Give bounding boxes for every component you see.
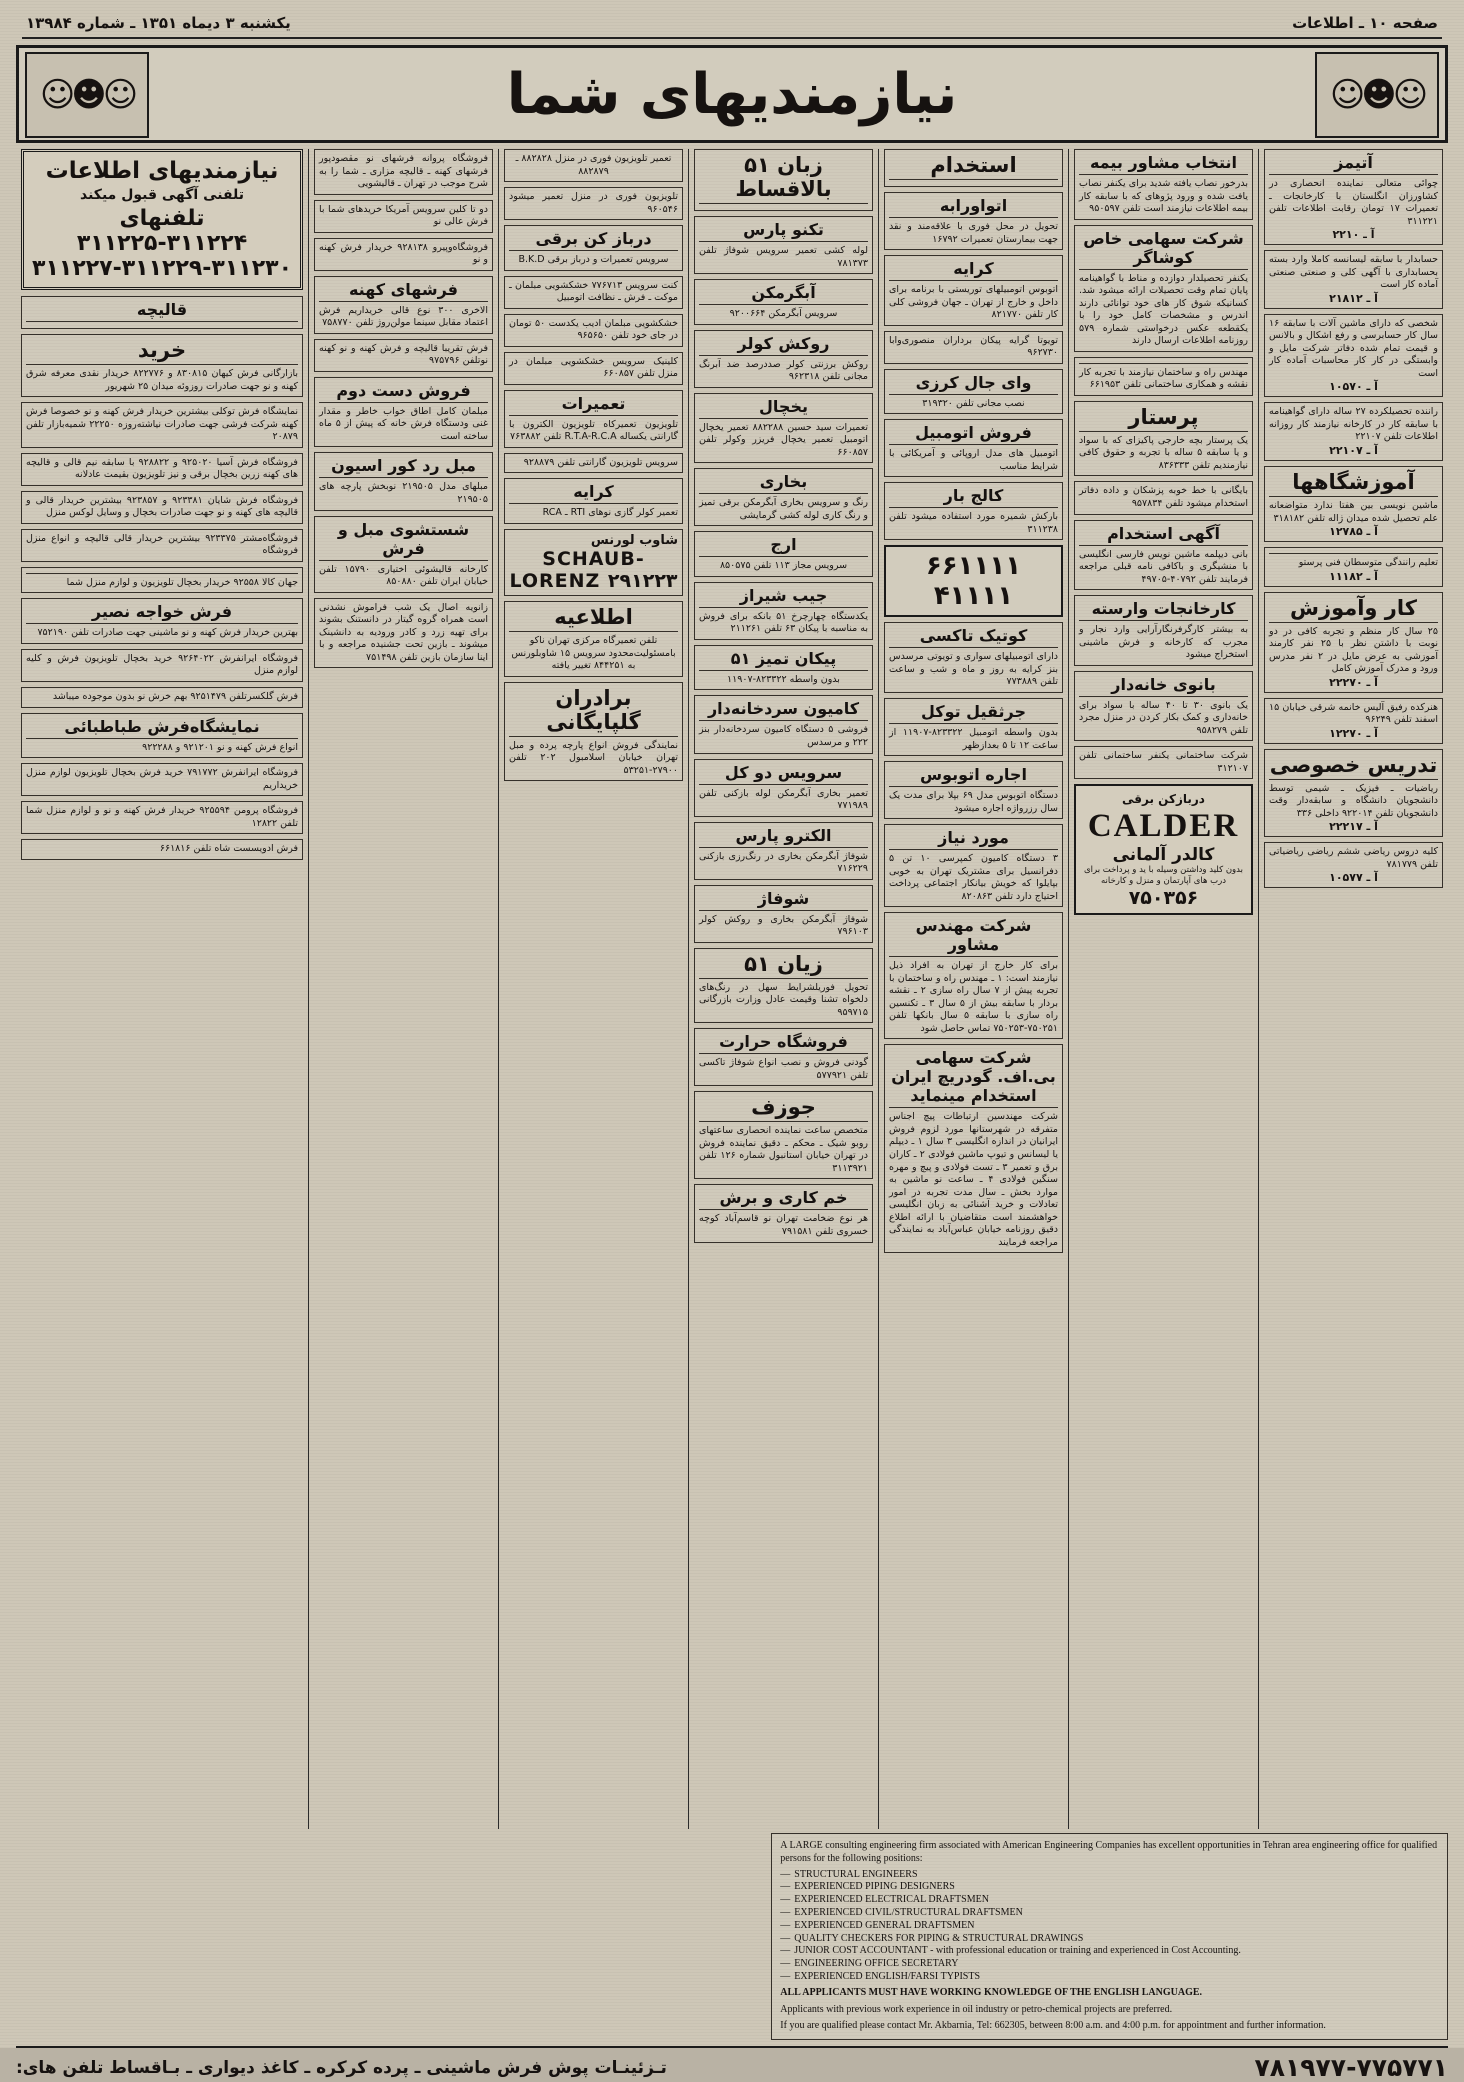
col4-block-12-body: شوفاژ آبگرمکن بخاری و روکش کولر ۷۹۶۱۰۳: [699, 913, 868, 938]
col4-block-11-body: شوفاژ آبگرمکن بخاری در رنگ‌رزی بازکنی ۷۱۶۲۲۹: [699, 850, 868, 875]
col4-block-14-body: تحویل فوریلشرایط سهل در رنگ‌های دلخواه تشنا وقیمت عادل وزارت بازرگانی ۹۵۹۷۱۵: [699, 981, 868, 1018]
col7-block-6-body: جهان کالا ۹۲۵۵۸ خریدار بخچال تلویزیون و لوازم منزل شما: [66, 576, 298, 588]
col7-block-7-body: بهترین خریدار فرش کهنه و نو ماشینی جهت صادرات تلفن ۷۵۲۱۹۰: [37, 627, 298, 639]
col6-block-1-body: دو تا کلین سرویس آمریکا خریدهای شما با فرش عالی نو: [319, 203, 488, 228]
col7-block-7-head: فرش خواجه نصیر: [26, 602, 298, 624]
col4-block-16-head: جوزف: [699, 1095, 868, 1122]
col7-block-12-body: فروشگاه پرومن ۹۲۵۵۹۴ خریدار فرش کهنه و نو و لوازم منزل شما تلفن ۱۲۸۲۲: [26, 805, 298, 829]
col7-block-11-body: فروشگاه ایرانفرش ۷۹۱۷۷۲ خرید فرش بخچال تلویزیون لوازم منزل خریداریم: [26, 767, 298, 791]
col7-block-1-body: بازارگانی فرش کیهان ۸۳۰۸۱۵ و ۸۲۲۷۷۶ خریدار نقدی معرفه شرق کهنه و نو جهت صادرات روزوئه میدان ۲۵ شهریور: [26, 368, 298, 392]
col1-block-9-body: کلیه دروس ریاضی ششم ریاضی ریاضیاتی تلفن ۷۸۱۷۷۹: [1269, 846, 1438, 870]
col4-block-0-head: زبان ۵۱ بالاقساط: [699, 153, 868, 204]
col6-block-7-body: کارخانه قالیشوئی اختیاری ۱۵۷۹۰ تلفن خیابان ایران تلفن ۸۵۰۸۸۰: [319, 563, 488, 588]
col1-block-1-body: حسابدار با سابقه لیسانسه کاملا وارد بسته بحسابداری با آگهی کلی و صنعتی صنعتی آماده کار است: [1269, 254, 1438, 291]
col7-block-2-body: نمایشگاه فرش توکلی بیشترین خریدار فرش کهنه و نو خصوصا فرش کهنه شرکت فرشی جهت صادرات نیاشته‌روزه ۲۲۲۵۰ شمیه‌بازار تلفن ۲۰۸۷۹: [26, 406, 299, 443]
col1-block-6-body: ۲۵ سال کار منظم و تجربه کافی در دو نوبت با داشتن نظر با ۲۵ نفر کارمند آموزشی به عرض مایل در ۲ نفر مدرس ورود و مدرک آموزش کامل: [1269, 625, 1438, 675]
eng-position-7: — ENGINEERING OFFICE SECRETARY: [794, 1958, 1439, 1971]
col1-block-6-phone: آ ـ ۲۲۲۷۰: [1329, 675, 1378, 689]
col7-block-4-body: فروشگاه فرش شایان ۹۲۳۳۸۱ و ۹۲۳۸۵۷ بیشترین خریدار قالی و قالیچه های کهنه و نو جهت صادرات بخچال و وسایل لوکس منزل: [26, 494, 298, 519]
col4-block-4-body: تعمیرات سید حسین ۸۸۲۲۸۸ تعمیر یخچال اتومبیل تعمیر یخچال فریزر وکولر تلفن ۶۶۰۸۵۷: [699, 421, 869, 458]
page-header-left: صفحه ۱۰ ـ اطلاعات: [1292, 14, 1438, 32]
col5-block-3-body: کنت سرویس ۷۷۶۷۱۳ خشکشویی مبلمان ـ موکت ـ فرش ـ نظافت اتومبیل: [509, 279, 678, 304]
col5-block-2-head: درباز کن برقی: [509, 229, 678, 251]
col4-block-1-body: لوله کشی تعمیر سرویس شوفاژ تلفن ۷۸۱۳۷۳: [699, 245, 868, 269]
col7-block-1-head: خرید: [26, 338, 298, 365]
col4-block-8-head: پیکان تمیز ۵۱: [699, 649, 868, 671]
col5-block-11-body: نمایندگی فروش انواع پارچه پرده و مبل تهران خیابان اسلامبول ۲۰۲ تلفن ۲۷۹۰۰-۵۳۲۵۱: [509, 739, 678, 776]
col7-block-10-body: انواع فرش کهنه و نو ۹۲۱۲۰۱ و ۹۲۲۲۸۸: [142, 741, 298, 753]
col2-block-1-body: یکنفر تحصیلدار دوازده و مناط با گواهینامه پایان تمام وقت تحصیلات ارائه میشود شد. کسانیکه شوق کار های خود توانائی دارند اندرس و مشخصات کامل خود را با یکقطعه عکس درخواستی شماره ۵۷۹ روزنامه اطلاعات ارسال دارند: [1079, 272, 1248, 347]
col4-block-16-body: متخصص ساعت نماینده انحصاری ساعتهای روبو شیک ـ محکم ـ دقیق نماینده فروش در تهران خیابان استانبول شماره ۱۲۶ تلفن ۳۱۱۳۹۲۱: [699, 1125, 868, 1174]
col3-block-9-body: بدون واسطه اتومبیل ۸۲۳۳۲۲-۱۱۹۰۷ از ساعت ۱۲ تا ۵ بعدازظهر: [889, 726, 1058, 751]
col2-block-3-head: پرستار: [1079, 405, 1248, 432]
col4-block-14-head: زیان ۵۱: [699, 952, 868, 979]
banner-line2: تلفنی آگهی قبول میکند: [80, 187, 245, 203]
calder-desc: بدون کلید وداشتن وسیله با ید و پرداخت برای درب های آپارتمان و منزل و کارخانه: [1083, 865, 1243, 887]
eng-position-6: — JUNIOR COST ACCOUNTANT - with professional education or training and experienced in Cost Accounting.: [794, 1945, 1439, 1958]
col1-block-2-phone: آ ـ ۱۰۵۷۰: [1329, 380, 1378, 394]
col4-block-1-head: تکنو پارس: [699, 220, 868, 242]
col3-block-5-head: فروش اتومبیل: [889, 423, 1058, 445]
col1-block-0-head: آتیمز: [1269, 153, 1438, 175]
col6-block-3-head: فرشهای کهنه: [319, 280, 488, 302]
col3-block-9-head: جرثقیل توکل: [889, 702, 1058, 724]
col2-block-6-body: به بیشتر کارگرفرنگارآرایی وارد نجار و مجرب که کارخانه و فرش ماشینی استخراج میشود: [1079, 624, 1248, 661]
bf-goodrich-body: شرکت مهندسین ارتباطات پیچ اجناس متفرقه در شهرستانها مورد لزوم فروش ایرانیان در اندازه انگلیسی ۳ سال ۱ ـ دیپلم یا لیسانس و تیوپ ماشین فولادی ۲ ـ کاران برق و تعمیر ۳ ـ تست فولادی و پیچ و مهره سنگین فولادی ۴ ـ ساعت نو ماشین به موارد بخش ـ سال مدت تجربه در امور تعادلات و خرید آشنائی به زبان انگلیسی خواهشمند است متقاضیان با ارائه اطلاع دقیق روزنامه خیابان عباس‌آباد به نمایندگی مراجعه فرمایند: [889, 1111, 1059, 1248]
col6-block-0-body: فروشگاه پروانه فرشهای نو مقصودپور فرشهای کهنه ـ قالیچه مزاری ـ شما را به شرح موجب در تهران ـ قالیشویی: [319, 153, 488, 190]
col5-block-9-head: شاوب لورنس: [590, 532, 678, 548]
bottom-strip-ad: [16, 2046, 1448, 2082]
col1-block-6-head: کار وآموزش: [1269, 596, 1438, 623]
bottom-phones: ۷۸۱۹۷۷-۷۷۵۷۷۱: [1254, 2053, 1448, 2082]
col5-block-5-body: کلینیک سرویس خشکشویی مبلمان در منزل تلفن ۶۶۰۸۵۷: [509, 355, 678, 380]
col4-block-5-head: بخاری: [699, 472, 868, 494]
col2-block-7-body: یک بانوی ۳۰ تا ۴۰ ساله با سواد برای خانه‌داری و کمک بکار کردن در منزل مجرد تلفن ۹۵۸۲۷۹: [1079, 699, 1249, 736]
col3-block-8-head: کوتیک تاکسی: [889, 626, 1058, 648]
header-divider: [22, 36, 1442, 39]
col2-block-0-head: انتخاب مشاور بیمه: [1079, 153, 1248, 175]
col3-block-7-head: ۶۶۱۱۱۱: [925, 551, 1022, 582]
calder-ad: [1074, 784, 1253, 915]
col4-block-5-body: رنگ و سرویس بخاری آبگرمکن برقی تمیز و رنگ کاری لوله کشی گرمایشی: [699, 497, 868, 521]
masthead-title: نیازمندیهای شما: [506, 61, 958, 127]
col2-block-0-body: بدرخور نصاب یافته شدید برای یکنفر نصاب یافت شده و ورود پژوهای که با سابقه کار بیمه اطلاعات نیازمند است تلفن ۹۵۰۵۹۷: [1079, 178, 1248, 215]
classified-columns: [16, 149, 1448, 1829]
col1-block-0-phone: آ ـ ۲۲۱۰: [1332, 228, 1375, 242]
col1-block-8-head: تدریس خصوصی: [1269, 753, 1438, 780]
col6-block-5-head: فروش دست دوم: [319, 381, 488, 403]
bottom-text: تـزئینـات پوش فرش ماشینی ـ پرده کرکره ـ کاغذ دیواری ـ بـاقساط تلفن های:: [16, 2057, 667, 2078]
col3-block-6-head: کالج بار: [889, 486, 1058, 508]
eng-position-1: — EXPERIENCED PIPING DESIGNERS: [794, 1881, 1439, 1894]
col6-block-4-body: فرش تقریبا قالیچه و فرش کهنه و نو کهنه نوتلفن ۹۷۵۷۹۶: [319, 342, 488, 367]
col1-block-8-phone: آ ـ ۲۲۲۱۷: [1329, 820, 1378, 834]
col3-block-0-head: استخدام: [889, 153, 1058, 180]
col5-block-8-head: کرایه: [509, 482, 678, 504]
column-7: [16, 149, 308, 1829]
eng-intro: A LARGE consulting engineering firm associated with American Engineering Companies has excellent opportunities in Tehran area engineering office for qualified persons for the following positions:: [780, 1840, 1438, 1864]
col3-block-7-body: ۴۱۱۱۱: [933, 581, 1014, 612]
col7-block-5-body: فروشگاه‌مشتر ۹۲۳۳۷۵ بیشترین خریدار قالی قالیچه و انواع منزل فروشگاه: [26, 532, 299, 557]
banner-line3: تلفنهای ۳۱۱۲۲۴-۳۱۱۲۲۵: [76, 206, 248, 256]
col3-block-1-head: اتواورابه: [889, 196, 1058, 218]
eng-position-8: — EXPERIENCED ENGLISH/FARSI TYPISTS: [794, 1971, 1439, 1984]
col1-block-5-body: تعلیم رانندگی متوسطان فنی پرستو: [1298, 557, 1438, 569]
shrkat-moshaver-head: شرکت مهندس مشاور: [889, 916, 1058, 957]
english-recruitment-ad: [771, 1833, 1448, 2040]
col4-block-9-head: کامیون سردخانه‌دار: [699, 699, 868, 721]
col1-block-5-head: [1269, 551, 1438, 554]
col2-block-3-body: یک پرستار بچه خارجی پاکیزای که با سواد و یا سابقه ۵ ساله با تجربه و حقوق کافی نیازمندیم تلفن ۸۳۶۳۳۳: [1079, 434, 1248, 471]
col4-block-8-body: بدون واسطه ۸۲۳۳۲۲-۱۱۹۰۷: [727, 673, 840, 685]
col3-block-2-body: اتوبوس اتومبیلهای توریستی با برنامه برای داخل و خارج از تهران ـ جهان فروشی کلی کار تلفن ۸۲۱۷۷۰: [889, 284, 1058, 321]
page-header: [16, 14, 1448, 36]
masthead-art-left: ☺☻☺: [25, 52, 149, 138]
col3-block-8-body: دارای اتومبیلهای سواری و تویوتی مرسدس بنز کرایه به روز و ماه و شب و ساعت تلفن ۷۷۳۸۸۹: [889, 651, 1058, 688]
col1-block-4-phone: آ ـ ۱۲۷۸۵: [1329, 525, 1378, 539]
col3-block-3-body: تویوتا گرایه پیکان برداران منصوری‌وابا ۹۶۲۷۳۰: [889, 334, 1058, 359]
col6-block-8-body: زانویه اصال یک شب فراموش نشدنی است همراه گروه گیتار در دانستنک بشوند برای تهیه زرد و کادر ورودیه به دانشینک میشوند ـ بازین تحت جشنیده مراجعه و با اینا سازمان بازین تلفن ۷۵۱۴۹۸: [319, 601, 488, 663]
col1-block-7-phone: آ ـ ۱۲۲۷۰: [1329, 726, 1378, 740]
col5-block-6-body: تلویزیون تعمیرکاه تلویزیون الکترون با گارانتی یکساله R.T.A-R.C.A تلفن ۷۶۳۸۸۲: [509, 418, 678, 443]
column-3: [878, 149, 1068, 1829]
col6-block-6-head: مبل رد کور اسیون: [319, 456, 488, 478]
col2-block-1-head: شرکت سهامی خاص کوشاگر: [1079, 229, 1248, 270]
col7-block-13-body: فرش ادویسست شاه تلفن ۶۶۱۸۱۶: [159, 843, 298, 855]
col2-block-8-body: شرکت ساختمانی یکنفر ساختمانی تلفن ۳۱۲۱۰۷: [1079, 750, 1248, 774]
calder-phone: ۷۵۰۳۵۶: [1128, 887, 1199, 910]
col1-block-1-phone: آ ـ ۲۱۸۱۲: [1329, 291, 1378, 305]
col1-block-0-body: چوائی متعالی نماینده انحصاری در کشاورزان انگلستان با کارخانجات ـ تعمیرات ۱۷ تومان رقابت اطلاعات تلفن ۳۱۱۲۲۱: [1269, 178, 1438, 227]
col4-block-11-head: الکترو پارس: [699, 826, 868, 848]
col1-block-5-phone: آ ـ ۱۱۱۸۲: [1329, 569, 1378, 583]
col5-block-2-body: سرویس تعمیرات و درباز برقی B.K.D: [518, 254, 669, 266]
col7-block-0-head: قالیچه: [26, 300, 298, 322]
col2-block-6-head: کارخانجات وارسته: [1079, 599, 1248, 621]
col6-block-7-head: شستشوی مبل و فرش: [319, 520, 488, 561]
col1-block-7-body: هنرکده رفیق آلیس خانمه شرقی خیابان ۱۵ اسفند تلفن ۹۶۲۴۹: [1269, 701, 1438, 726]
col5-block-8-body: تعمیر کولر گازی نوهای RTI ـ RCA: [542, 507, 678, 519]
col5-block-7-body: سرویس تلویزیون گارانتی تلفن ۹۲۸۸۷۹: [523, 456, 678, 468]
calder-fa: کالدر آلمانی: [1112, 845, 1215, 866]
shrkat-moshaver-body: برای کار خارج از تهران به افراد ذیل نیازمند است: ۱ ـ مهندس راه و ساختمان با تجربه پیش از ۷ سال راه سازی ۲ ـ نقشه بردار با سابقه بیش از ۵ سال ۳ ـ تکنسین راه سازی با سابقه ۵ سال بانکها تلفن ۷۵۰۲۵۱-۷۵۰۲۵۳ تماس حاصل شود: [889, 960, 1059, 1034]
page-header-right: یکشنبه ۳ دیماه ۱۳۵۱ ـ شماره ۱۳۹۸۴: [26, 14, 291, 32]
col5-block-10-head: اطلاعیه: [509, 605, 678, 632]
ettelaat-phone-banner: [21, 149, 303, 290]
banner-line1: نیازمندیهای اطلاعات: [45, 158, 279, 184]
col2-block-2-body: مهندس راه و ساختمان نیازمند با تجربه کار نقشه و همکاری ساختمانی تلفن ۶۶۱۹۵۳: [1079, 366, 1248, 391]
col4-block-2-head: آبگرمکن: [699, 283, 868, 305]
col6-block-3-body: الاخری ۳۰۰ نوع قالی خریداریم فرش اعتماد مقابل سینما مولن‌روژ تلفن ۷۵۸۷۷۰: [319, 304, 488, 329]
eng-preference: Applicants with previous work experience in oil industry or petro-chemical projects are preferred.: [780, 2003, 1173, 2015]
col6-block-6-body: مبلهای مدل ۲۱۹۵۰۵ نوبخش پارچه های ۲۱۹۵۰۵: [319, 481, 488, 505]
col5-block-9-body: SCHAUB-LORENZ ۲۹۱۲۲۳: [509, 547, 678, 592]
col7-block-8-body: فروشگاه ایرانفرش ۹۲۶۴۰۲۲ خرید بخچال تلویزیون فرش و کلیه لوازم منزل: [26, 652, 298, 677]
col4-block-17-body: هر نوع ضخامت تهران نو قاسم‌آباد کوچه خسروی تلفن ۷۹۱۵۸۱: [699, 1213, 868, 1237]
col1-block-2-body: شخصی که دارای ماشین آلات با سابقه ۱۶ سال کار حسابرسی و رفع اشکال و بالانس و قیمت تمام شده دفاتر شرکت مایل و وابستگی در کار کار محاسبات آماده کار است: [1269, 317, 1438, 379]
column-2: [1068, 149, 1258, 1829]
col4-block-10-body: تعمیر بخاری آبگرمکن لوله بازکنی تلفن ۷۷۱۹۸۹: [699, 787, 868, 812]
bf-goodrich-head: شرکت سهامی بی.اف. گودریچ ایران استخدام مینماید: [889, 1048, 1058, 1108]
eng-position-3: — EXPERIENCED CIVIL/STRUCTURAL DRAFTSMEN: [794, 1907, 1439, 1920]
col2-block-4-body: بایگانی با خط خوبه پزشکان و داده دفاتر استخدام میشود تلفن ۹۵۷۸۳۴: [1079, 485, 1248, 509]
col5-block-1-body: تلویزیون فوری در منزل تعمیر میشود ۹۶۰۵۴۶: [509, 191, 678, 215]
column-4: [688, 149, 878, 1829]
eng-position-5: — QUALITY CHECKERS FOR PIPING & STRUCTURAL DRAWINGS: [794, 1933, 1439, 1946]
col4-block-7-body: یکدستگاه چهارچرخ ۵۱ بانکه برای فروش به مناسبه با پیکان ۶۳ تلفن ۲۱۱۲۶۱: [699, 610, 869, 635]
eng-requirement: ALL APPLICANTS MUST HAVE WORKING KNOWLEDGE OF THE ENGLISH LANGUAGE.: [780, 1986, 1203, 1998]
col1-block-9-phone: آ ـ ۱۰۵۷۷: [1329, 871, 1378, 885]
col4-block-15-head: فروشگاه حرارت: [699, 1032, 868, 1054]
eng-positions-list: [780, 1869, 1439, 1984]
col5-block-0-head: تعمیر تلویزیون فوری در منزل ۸۸۲۸۲۸ ـ ۸۸۲۸۷۹: [515, 153, 672, 177]
eng-position-0: — STRUCTURAL ENGINEERS: [794, 1869, 1439, 1882]
col5-block-4-body: خشکشویی مبلمان ادیب یکدست ۵۰ تومان در جای خود تلفن ۹۶۵۶۵۰: [509, 317, 679, 342]
col3-block-2-head: کرایه: [889, 259, 1058, 281]
col1-block-3-phone: آ ـ ۲۲۱۰۷: [1329, 443, 1378, 457]
col1-block-4-body: ماشین نویسی بین هفتا ندارد متواضعانه علم تحصیل شده میدان ژاله تلفن ۳۱۸۱۸۲: [1269, 499, 1438, 524]
col3-block-10-body: دستگاه اتوبوس مدل ۶۹ بپلا برای مدت یک سال رزرواژه اجاره میشود: [889, 790, 1058, 814]
calder-name: CALDER: [1087, 808, 1240, 845]
col3-block-10-head: اجاره اتوبوس: [889, 765, 1058, 787]
col1-block-4-head: آموزشگاهها: [1269, 470, 1438, 497]
column-1: [1258, 149, 1448, 1829]
col3-block-1-body: تحویل در محل فوری با علاقه‌مند و نقد جهت بیمارستان تعمیرات ۱۶۷۹۲: [889, 221, 1058, 245]
masthead: [16, 45, 1448, 143]
banner-line4: ۳۱۱۲۲۷-۳۱۱۲۲۹-۳۱۱۲۳۰: [32, 256, 292, 281]
col1-block-3-body: راننده تحصیلکرده ۲۷ ساله دارای گواهینامه با سابقه کار در کارخانه نیازمند کار روزانه اطلاعات تلفن ۲۲۱۰۷: [1269, 406, 1438, 443]
col4-block-6-body: سرویس مجاز ۱۱۳ تلفن ۸۵۰۵۷۵: [719, 560, 848, 572]
col5-block-10-body: تلفن تعمیرگاه مرکزی تهران ناکو بامسئولیت‌محدود سرویس ۱۵ شاوبلورنس به ۸۴۴۲۵۱ تغییر یافته: [511, 634, 676, 672]
col7-block-6-head: [26, 571, 298, 574]
col5-block-6-head: تعمیرات: [509, 394, 678, 416]
col6-block-5-body: مبلمان کامل اطاق خواب خاطر و مقدار غنی ودستگاه فرش خانه که پیش از ۵ ماه ساخته است: [319, 405, 488, 442]
col7-block-9-body: فرش گلکسرتلفن ۹۲۵۱۴۷۹ بهم خرش نو بدون موجوده میباشد: [52, 690, 298, 702]
col3-phone-box: [884, 545, 1063, 617]
col4-block-3-body: روکش برزنتی کولر صددرصد ضد آبرنگ مجانی تلفن ۹۶۲۳۱۸: [699, 358, 868, 383]
col4-block-15-body: گودنی فروش و نصب انواع شوفاژ تاکسی تلفن ۵۷۷۹۲۱: [699, 1057, 868, 1081]
col2-block-7-head: بانوی خانه‌دار: [1079, 675, 1248, 697]
col5-block-11-head: برادران گلپایگانی: [509, 686, 678, 737]
masthead-art-right: ☺☻☺: [1315, 52, 1439, 138]
col2-block-5-head: آگهی استخدام: [1079, 524, 1248, 546]
col4-block-4-head: یخچال: [699, 397, 868, 419]
col4-block-10-head: سرویس دو کل: [699, 763, 868, 785]
col3-block-5-body: اتومبیل های مدل اروپائی و آمریکائی با شرایط مناسب: [889, 448, 1058, 472]
col3-block-11-head: مورد نیاز: [889, 828, 1058, 850]
eng-position-2: — EXPERIENCED ELECTRICAL DRAFTSMEN: [794, 1894, 1439, 1907]
col4-block-2-body: سرویس آبگرمکن ۹۲۰۰۶۶۴: [729, 308, 838, 320]
col3-block-11-body: ۳ دستگاه کامیون کمپرسی ۱۰ تن ۵ دفرانسیل برای مشتریک تهران به خوبی بپایلوا که خویش بیانکار اجتماعی پرداخت احتیاج دارد تلفن ۸۲۰۸۶۳: [889, 853, 1058, 902]
col7-block-3-body: فروشگاه فرش آسیا ۹۲۵۰۲۰ و ۹۲۸۸۲۲ با سابقه نیم قالی و قالیچه های کهنه زرین بخچال برقی و نیز تلویزیون بقیمت عادلانه: [26, 456, 298, 481]
col4-block-17-head: خم کاری و برش: [699, 1188, 868, 1210]
col4-block-6-head: ارج: [699, 535, 868, 557]
col3-block-4-head: وای جال کرزی: [889, 373, 1058, 395]
calder-top: دربازکن برقی: [1122, 792, 1205, 807]
col4-block-7-head: جیب شیراز: [699, 586, 868, 608]
col3-block-6-body: بارکش شمیره مورد استفاده میشود تلفن ۳۱۱۲۳۸: [889, 511, 1058, 535]
eng-position-4: — EXPERIENCED GENERAL DRAFTSMEN: [794, 1920, 1439, 1933]
col7-block-10-head: نمایشگاه‌فرش طباطبائی: [26, 717, 298, 739]
column-5: [498, 149, 688, 1829]
col6-block-2-body: فروشگاه‌وپیرو ۹۲۸۱۳۸ خریدار فرش کهنه و نو: [319, 241, 488, 266]
eng-contact: If you are qualified please contact Mr. Akbarnia, Tel: 662305, between 8:00 a.m. and 4:00 p.m. for appointment and further information.: [780, 2020, 1326, 2032]
col4-block-9-body: فروشی ۵ دستگاه کامیون سردخانه‌دار بنز ۲۲۲ و مرسدس: [699, 724, 868, 748]
col2-block-5-body: بانی دیپلمه ماشین نویس فارسی انگلیسی با منشیگری و باکافی نامه قبلی مراجعه فرمایند تلفن ۴۰۷۹۲-۴۹۷۰۵: [1079, 548, 1248, 585]
col4-block-3-head: روکش کولر: [699, 334, 868, 356]
col4-block-12-head: شوفاژ: [699, 889, 868, 911]
column-6: [308, 149, 498, 1829]
col3-block-4-body: نصب مجانی تلفن ۳۱۹۳۲۰: [922, 397, 1025, 409]
col1-block-8-body: ریاضیات ـ فیزیک ـ شیمی توسط دانشجویان دانشگاه و سابقه‌دار وقت دانشجویان تلفن ۹۲۲۰۱۴ داخلی ۳۳۶: [1269, 782, 1438, 819]
col2-block-2-head: [1079, 361, 1248, 364]
